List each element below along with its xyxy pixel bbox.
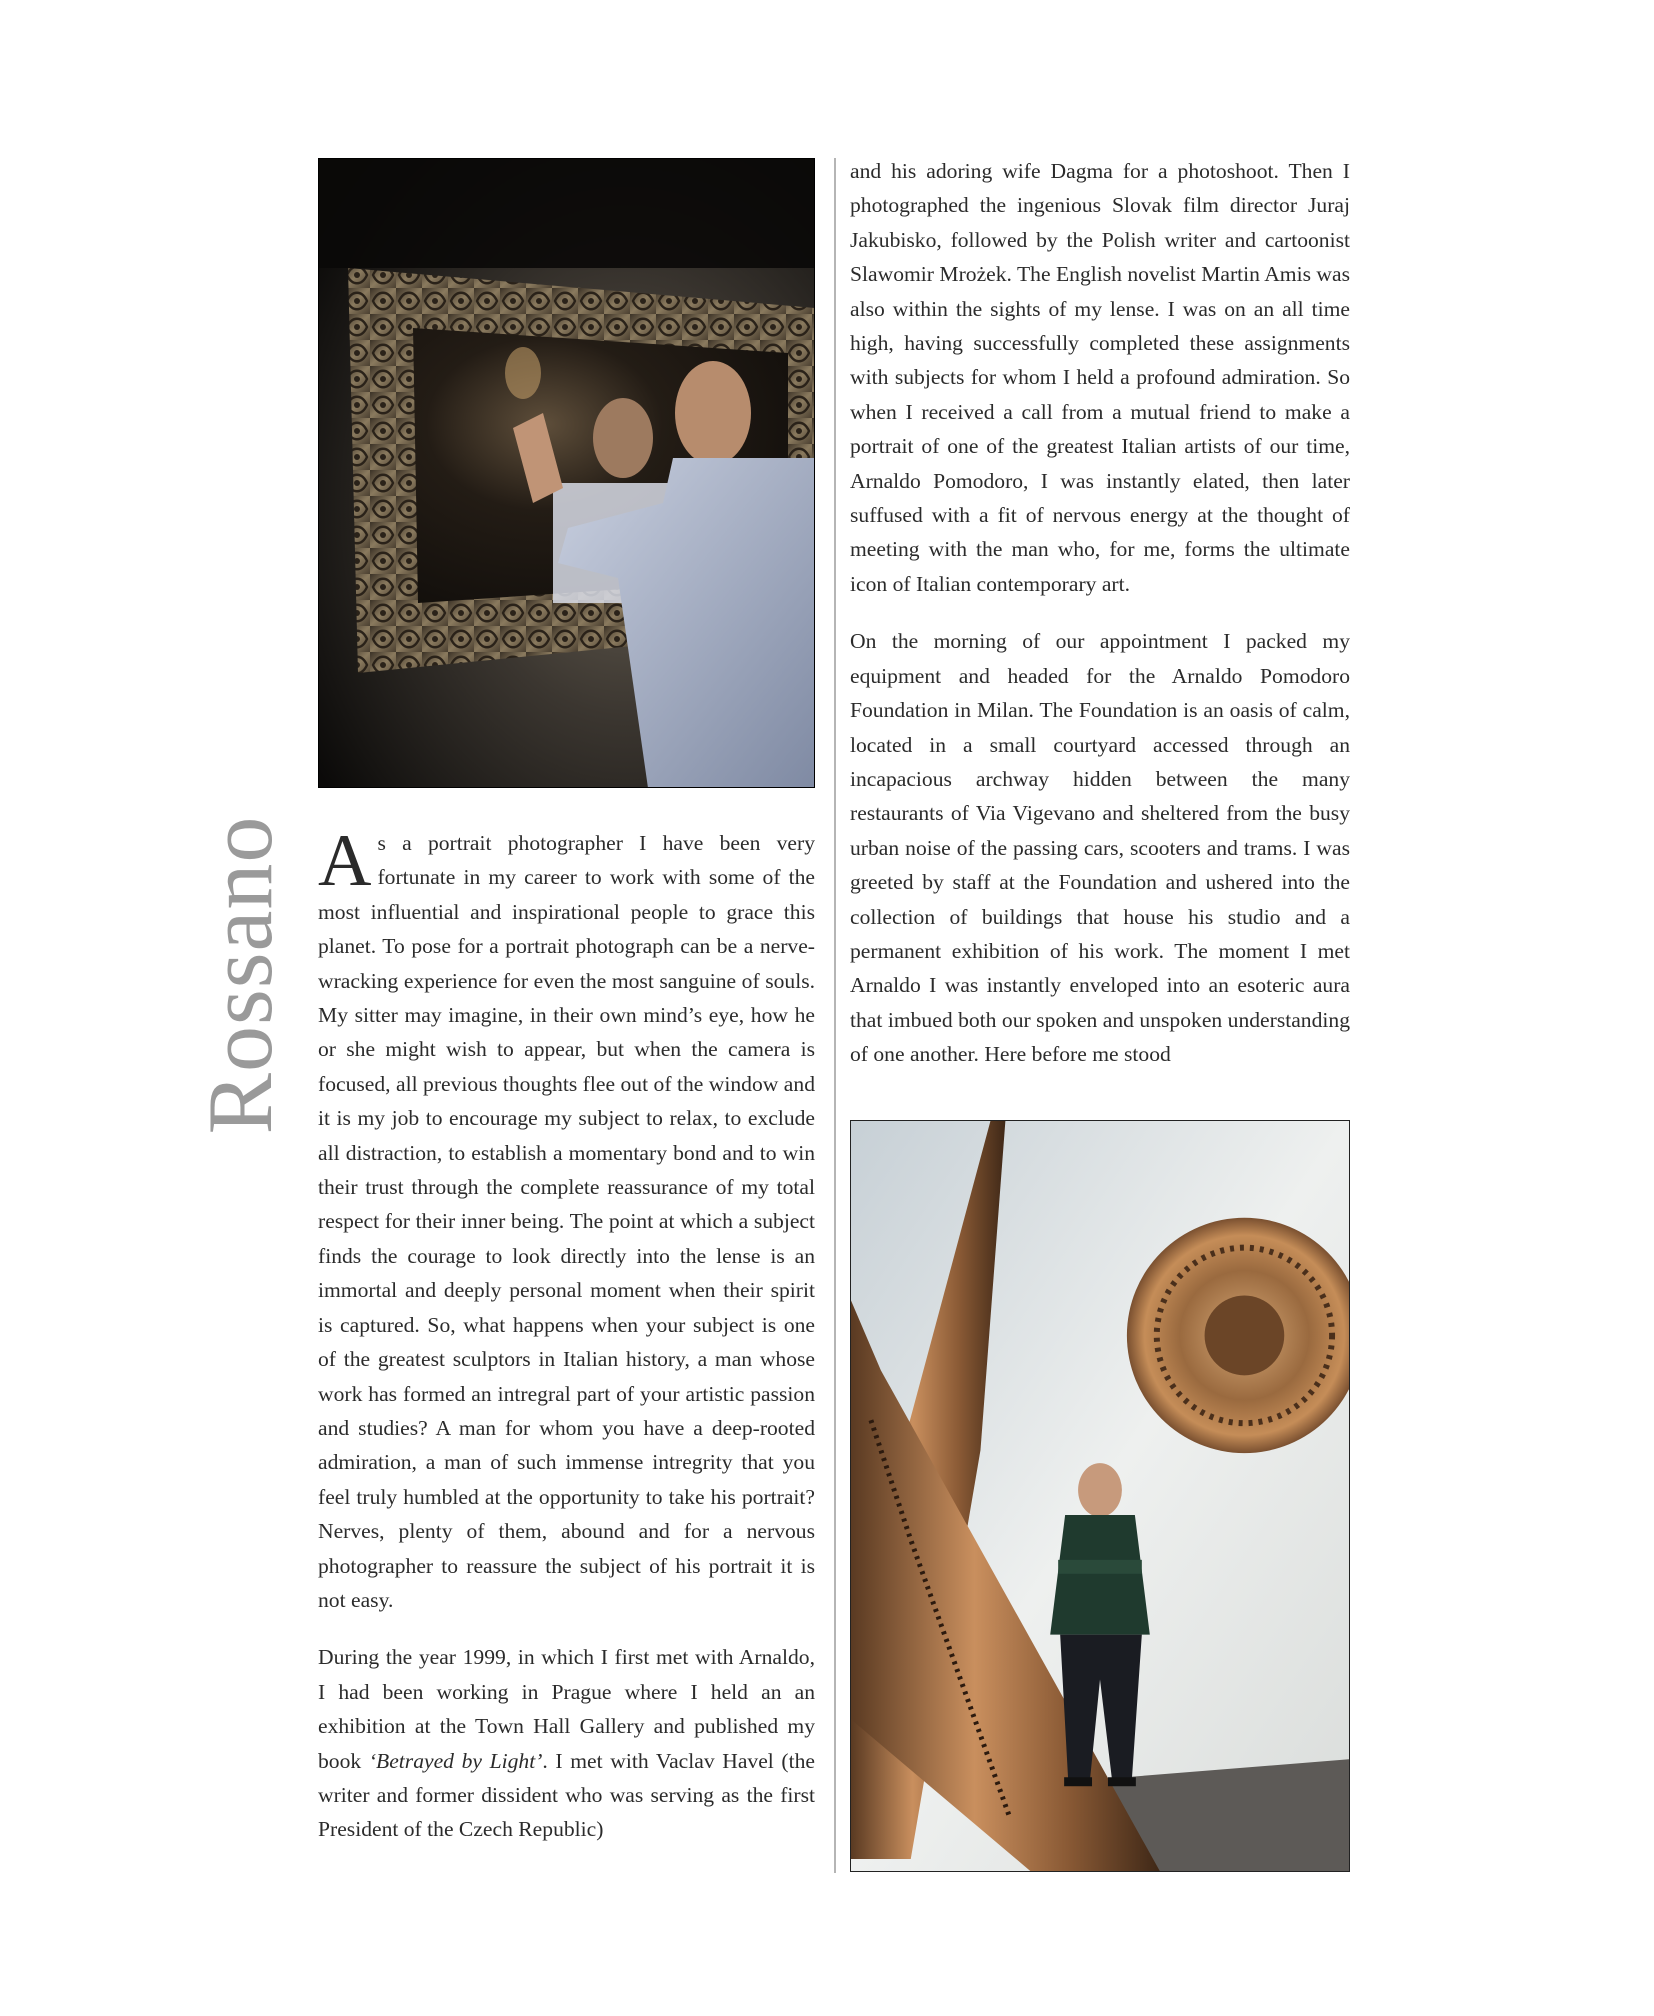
column-divider [834,158,836,1873]
paragraph-intro [318,820,815,1617]
drop-cap: A [318,820,372,902]
mirror-portrait-photo [318,158,815,788]
left-column [318,820,815,1847]
paragraph-havel: and his adoring wife Dagma for a photoshoot. Then I photographed the ingenious Slovak film director Juraj Jakubisko, followed by the Polish writer and cartoonist Slawomir Mrożek. The English novelist Martin Amis was also within the sights of my lense. I was on an all time high, having successfully completed these assignments with subjects for whom I held a profound admiration. So when I received a call from a mutual friend to make a portrait of one of the greatest Italian artists of our time, Arnaldo Pomodoro, I was instantly elated, then later suffused with a fit of nervous energy at the thought of meeting with the man who, for me, forms the ultimate icon of Italian contemporary art. [850,159,1350,596]
paragraph-1999-text: During the year 1999, in which I first met with Arnaldo, I had been working in Prague where I held an an exhibition at the Town Hall Gallery and published my book [318,1645,815,1773]
paragraph-1999-text-end: . I met with Vaclav Havel (the writer and former dissident who was serving as the first President of the Czech Republic) [318,1748,815,1842]
paragraph-1999 [318,1640,815,1846]
paragraph-appointment: On the morning of our appointment I packed my equipment and headed for the Arnaldo Pomodoro Foundation in Milan. The Foundation is an oasis of calm, located in a small courtyard accessed through an incapacious archway hidden between the many restaurants of Via Vigevano and sheltered from the busy urban noise of the passing cars, scooters and trams. I was greeted by staff at the Foundation and ushered into the collection of buildings that house his studio and a permanent exhibition of his work. The moment I met Arnaldo I was instantly enveloped into an esoteric aura that imbued both our spoken and unspoken understanding of one another. Here before me stood [850,629,1350,1067]
photo-artist-beside-bronze-sculptures [851,1121,1349,1871]
side-title-text: Rossano [189,815,291,1135]
book-title: ‘Betrayed by Light’ [368,1748,543,1773]
photo-man-reflected-in-ornate-mirror [318,158,815,788]
right-column [850,154,1350,1072]
sculpture-portrait-photo [850,1120,1350,1872]
side-title [189,815,291,1135]
paragraph-intro-text: s a portrait photographer I have been very fortunate in my career to work with some of the most influential and inspirational people to grace this planet. To pose for a portrait photograph can be a nerve-wracking experience for even the most sanguine of souls. My sitter may imagine, in their own mind’s eye, how he or she might wish to appear, but when the camera is focused, all previous thoughts flee out of the window and it is my job to encourage my subject to relax, to exclude all distraction, to establish a momentary bond and to win their trust through the complete reassurance of my total respect for their inner being. The point at which a subject finds the courage to look directly into the lense is an immortal and deeply personal moment when their spirit is captured. So, what happens when your subject is one of the greatest sculptors in Italian history, a man whose work has formed an intregral part of your artistic passion and studies? A man for whom you have a deep-rooted admiration, a man of such immense intregrity that you feel truly humbled at the opportunity to take his portrait? Nerves, plenty of them, abound and for a nervous photographer to reassure the subject of his portrait it is not easy. [318,831,815,1612]
